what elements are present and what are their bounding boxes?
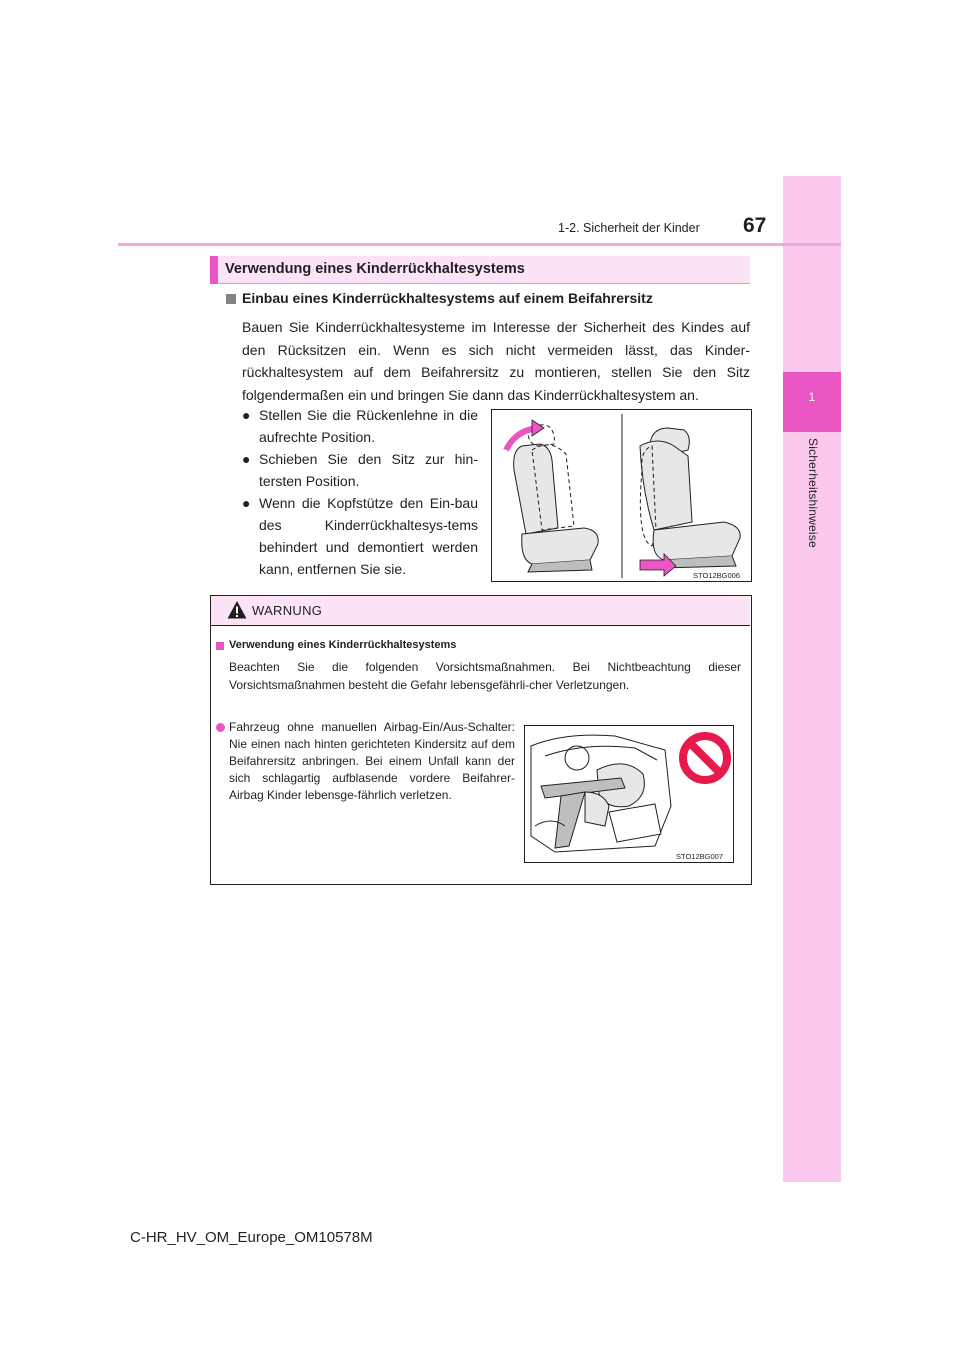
bullet-icon: ● bbox=[242, 451, 251, 467]
bullet-icon: ● bbox=[242, 495, 251, 511]
list-item-text: Schieben Sie den Sitz zur hin-tersten Position. bbox=[259, 451, 478, 489]
warning-body: Beachten Sie die folgenden Vorsichtsmaßnahmen. Bei Nichtbeachtung dieser Vorsichtsmaßnahmen besteht die Gefahr lebensgefährli-cher Verletzungen. bbox=[229, 660, 741, 692]
list-item-text: Wenn die Kopfstütze den Ein-bau des Kinderrückhaltesys-tems behindert und demontiert werden kann, entfernen Sie sie. bbox=[259, 495, 478, 577]
list-item bbox=[242, 448, 478, 492]
airbag-warning-illustration bbox=[524, 725, 734, 863]
list-item bbox=[242, 492, 478, 580]
header-rule bbox=[118, 243, 841, 246]
bullet-icon: ● bbox=[242, 407, 251, 423]
warning-title: WARNUNG bbox=[252, 603, 323, 618]
warning-bullet-text: Fahrzeug ohne manuellen Airbag-Ein/Aus-Schalter: Nie einen nach hinten gerichteten Kindersitz auf dem Beifahrersitz anbringen. Bei einem Unfall kann der sich schlagartig aufblasende vordere Beifahrer-Airbag Kinder lebensge-fährlich verletzen. bbox=[229, 720, 515, 802]
section-title: Verwendung eines Kinderrückhaltesystems bbox=[225, 261, 525, 277]
intro-paragraph: Bauen Sie Kinderrückhaltesysteme im Interesse der Sicherheit des Kindes auf den Rücksitzen ein. Wenn es sich nicht vermeiden lässt, das Kinder-rückhaltesystem auf dem Beifahrersitz zu montieren, stellen Sie den Sitz folgendermaßen ein und bringen Sie dann das Kinderrückhaltesystem an. bbox=[242, 319, 750, 403]
airbag-warning-drawing bbox=[525, 726, 733, 862]
bullet-icon bbox=[216, 723, 225, 732]
side-tab bbox=[783, 176, 841, 1182]
figure-code: STO12BG007 bbox=[676, 852, 723, 861]
square-bullet-icon bbox=[216, 642, 224, 650]
document-id: C-HR_HV_OM_Europe_OM10578M bbox=[130, 1229, 373, 1246]
side-tab-chapter-label: Sicherheitshinweise bbox=[806, 438, 820, 548]
running-header: 1-2. Sicherheit der Kinder bbox=[558, 221, 700, 235]
section-title-accent bbox=[210, 256, 218, 284]
side-tab-chapter-number: 1 bbox=[808, 390, 816, 404]
warning-subheading: Verwendung eines Kinderrückhaltesystems bbox=[229, 639, 457, 651]
subsection-heading: Einbau eines Kinderrückhaltesystems auf einem Beifahrersitz bbox=[242, 290, 653, 306]
seat-adjustment-drawing bbox=[492, 410, 751, 581]
figure-code: STO12BG006 bbox=[693, 571, 740, 580]
list-item-text: Stellen Sie die Rückenlehne in die aufrechte Position. bbox=[259, 407, 478, 445]
page-number: 67 bbox=[743, 214, 767, 237]
warning-triangle-icon bbox=[227, 600, 247, 620]
list-item bbox=[242, 404, 478, 448]
square-bullet-icon bbox=[226, 294, 236, 304]
seat-adjustment-illustration bbox=[491, 409, 752, 582]
